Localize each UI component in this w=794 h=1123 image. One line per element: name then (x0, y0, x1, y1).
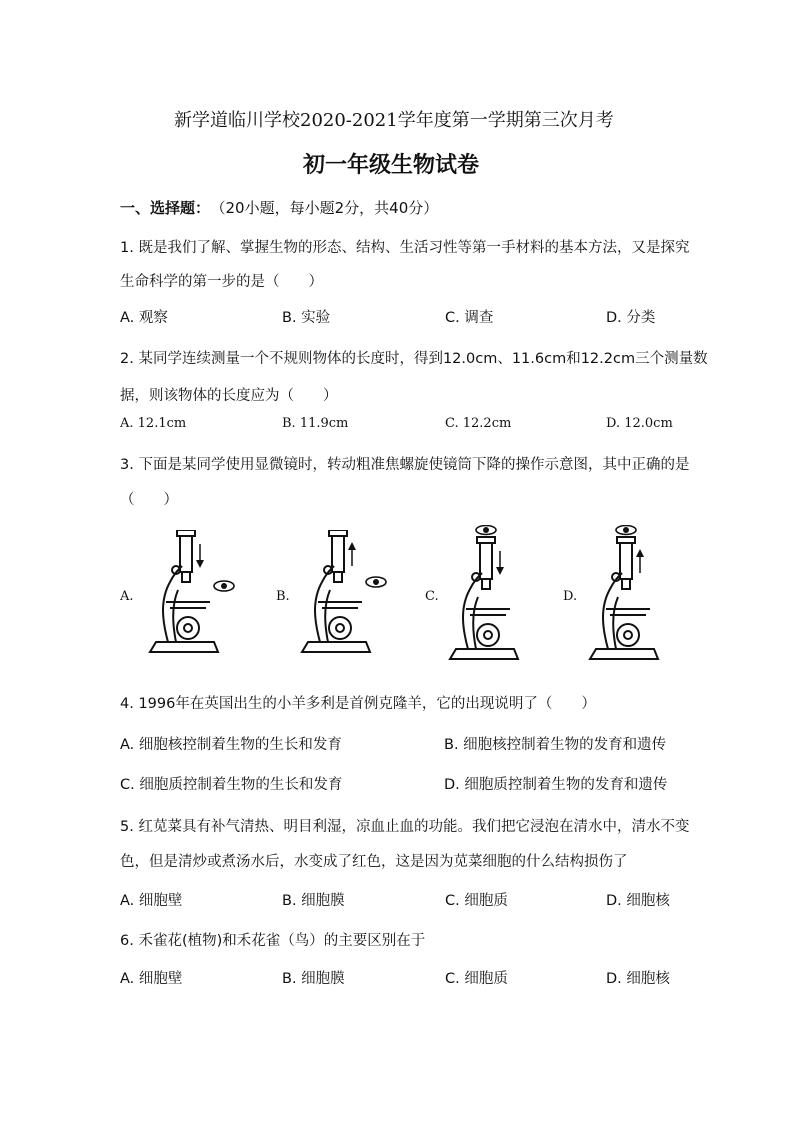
q6-option-a[interactable]: A. 细胞壁 (120, 971, 183, 987)
q4-option-c[interactable]: C. 细胞质控制着生物的生长和发育 (120, 777, 343, 793)
q5-option-c[interactable]: C. 细胞质 (445, 893, 508, 909)
question-6-line-1: 6. 禾雀花(植物)和禾花雀（鸟）的主要区别在于 (120, 933, 426, 949)
q5-option-b[interactable]: B. 细胞膜 (282, 893, 345, 909)
q1-option-c[interactable]: C. 调查 (445, 310, 494, 326)
question-2-line-1: 2. 某同学连续测量一个不规则物体的长度时，得到12.0cm、11.6cm和12.2cm三个测量数 (120, 351, 708, 367)
q2-option-d[interactable]: D. 12.0cm (606, 416, 673, 431)
question-3-line-1: 3. 下面是某同学使用显微镜时，转动粗准焦螺旋使镜筒下降的操作示意图，其中正确的是 (120, 457, 690, 473)
q6-option-d[interactable]: D. 细胞核 (606, 971, 670, 987)
q2-option-b[interactable]: B. 11.9cm (282, 416, 349, 431)
q6-option-c[interactable]: C. 细胞质 (445, 971, 508, 987)
microscope-d-icon (580, 525, 680, 665)
q1-option-d[interactable]: D. 分类 (606, 310, 656, 326)
q3-option-d[interactable]: D. (563, 589, 578, 604)
q2-option-c[interactable]: C. 12.2cm (445, 416, 512, 431)
exam-subtitle: 初一年级生物试卷 (303, 153, 480, 178)
microscope-a-icon (140, 530, 240, 660)
microscope-c-icon (440, 525, 540, 665)
section-heading (120, 197, 438, 218)
q4-option-a[interactable]: A. 细胞核控制着生物的生长和发育 (120, 737, 342, 753)
q4-option-b[interactable]: B. 细胞核控制着生物的发育和遗传 (444, 737, 667, 753)
question-5-line-1: 5. 红苋菜具有补气清热、明目利湿，凉血止血的功能。我们把它浸泡在清水中，清水不变 (120, 819, 690, 835)
microscope-b-icon (292, 530, 392, 660)
section-note: （20小题，每小题2分，共40分） (218, 199, 439, 217)
exam-title: 新学道临川学校2020-2021学年度第一学期第三次月考 (174, 110, 614, 131)
q4-option-d[interactable]: D. 细胞质控制着生物的发育和遗传 (444, 777, 668, 793)
q1-option-b[interactable]: B. 实验 (282, 310, 331, 326)
q5-option-a[interactable]: A. 细胞壁 (120, 893, 183, 909)
q3-option-b[interactable]: B. (276, 589, 290, 604)
q3-option-a[interactable]: A. (120, 589, 134, 604)
question-1-line-2: 生命科学的第一步的是（ ） (120, 274, 323, 290)
q6-option-b[interactable]: B. 细胞膜 (282, 971, 345, 987)
question-5-line-2: 色，但是清炒或煮汤水后，水变成了红色，这是因为苋菜细胞的什么结构损伤了 (120, 854, 628, 870)
q3-option-c[interactable]: C. (425, 589, 439, 604)
question-2-line-2: 据，则该物体的长度应为（ ） (120, 388, 338, 404)
q5-option-d[interactable]: D. 细胞核 (606, 893, 670, 909)
q1-option-a[interactable]: A. 观察 (120, 310, 168, 326)
question-1-line-1: 1. 既是我们了解、掌握生物的形态、结构、生活习性等第一手材料的基本方法，又是探究 (120, 240, 690, 256)
q2-option-a[interactable]: A. 12.1cm (120, 416, 187, 431)
section-title: 一、选择题： (120, 199, 211, 217)
question-4-line-1: 4. 1996年在英国出生的小羊多利是首例克隆羊，它的出现说明了（ ） (120, 696, 596, 712)
question-3-line-2: （ ） (120, 492, 178, 508)
